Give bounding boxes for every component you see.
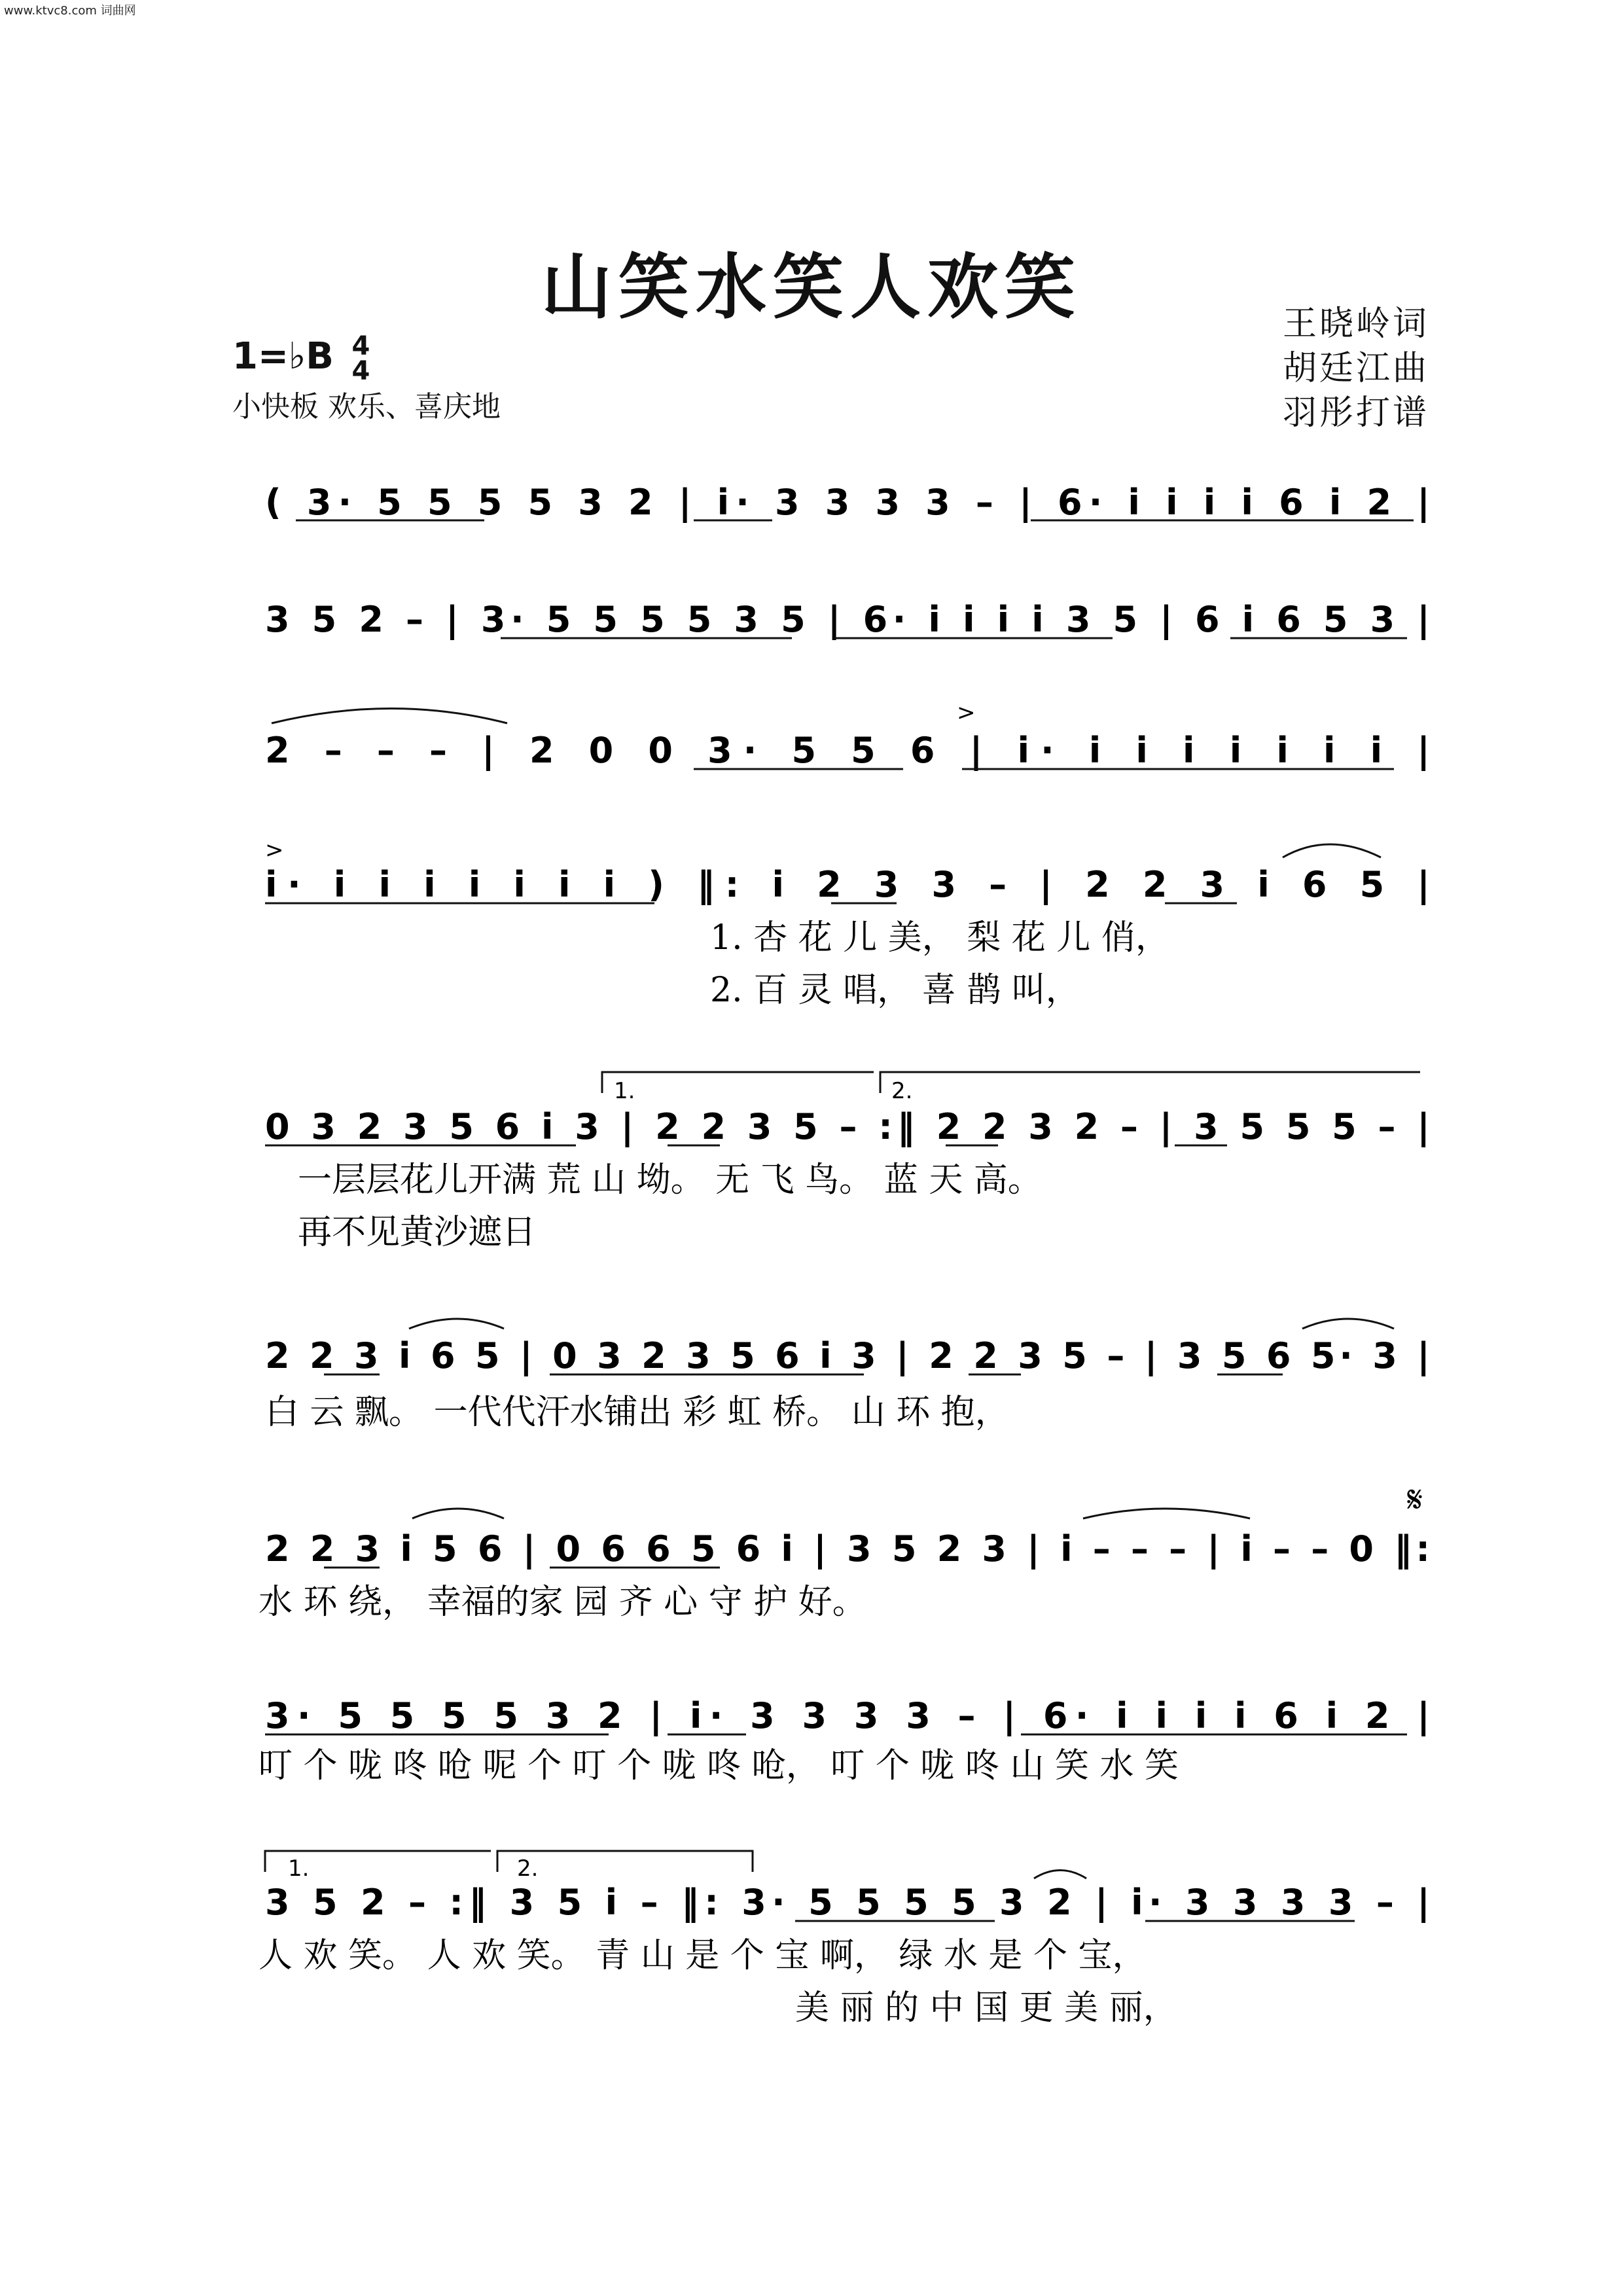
tempo-marking: 小快板 欢乐、喜庆地 bbox=[232, 390, 501, 423]
system-1 bbox=[265, 482, 1430, 523]
row-5-notes: 0 3 2 3 5 6 i 3 | 2 2 3 5 – :‖ 2 2 3 2 – | 3 5 5 5 – | bbox=[265, 1106, 1430, 1147]
row-3-notes: 2 – – – | 2 0 0 3· 5 5 6 | i· i i i i i i i | bbox=[265, 730, 1430, 771]
row-8-lyrics: 叮 个 咙 咚 呛 呢 个 叮 个 咙 咚 呛， 叮 个 咙 咚 山 笑 水 笑 bbox=[259, 1746, 1179, 1785]
row-9-lyrics-2: 美 丽 的 中 国 更 美 丽， bbox=[795, 1988, 1177, 2028]
row-6-notes: 2 2 3 i 6 5 | 0 3 2 3 5 6 i 3 | 2 2 3 5 – | 3 5 6 5· 3 | bbox=[265, 1335, 1430, 1376]
volta-label-4: 2. bbox=[517, 1856, 539, 1882]
composer-credit: 胡廷江曲 bbox=[1282, 349, 1429, 388]
row-5-lyrics-2: 再不见黄沙遮日 bbox=[298, 1213, 537, 1252]
volta-label-3: 1. bbox=[288, 1856, 310, 1882]
lyricist-credit: 王晓岭词 bbox=[1282, 304, 1429, 344]
system-9 bbox=[259, 1851, 1430, 2028]
row-8-notes: 3· 5 5 5 5 3 2 | i· 3 3 3 3 – | 6· i i i i 6 i 2 | bbox=[265, 1695, 1431, 1736]
system-6 bbox=[265, 1319, 1430, 1432]
volta-bracket-1 bbox=[602, 1072, 874, 1093]
tie-arc-1 bbox=[272, 709, 507, 724]
volta-bracket-2 bbox=[880, 1072, 1420, 1093]
time-sig-bottom: 4 bbox=[351, 356, 370, 386]
tie-arc-4 bbox=[1302, 1319, 1394, 1329]
row-5-lyrics-1: 一层层花儿开满 荒 山 坳。 无 飞 鸟。 蓝 天 高。 bbox=[298, 1160, 1042, 1200]
system-8 bbox=[259, 1695, 1430, 1785]
tie-arc-7 bbox=[1034, 1871, 1086, 1879]
row-4-lyrics-1: 1. 杏 花 儿 美， 梨 花 儿 俏， bbox=[710, 918, 1169, 958]
time-sig-top: 4 bbox=[351, 331, 370, 361]
system-5 bbox=[265, 1072, 1430, 1252]
tie-arc-5 bbox=[412, 1509, 504, 1518]
song-title: 山笑水笑人欢笑 bbox=[541, 246, 1082, 329]
transcriber-credit: 羽彤打谱 bbox=[1282, 393, 1429, 433]
row-7-notes: 2 2 3 i 5 6 | 0 6 6 5 6 i | 3 5 2 3 | i – – – | i – – 0 ‖: bbox=[265, 1528, 1430, 1570]
row-7-lyrics: 水 环 绕， 幸福的家 园 齐 心 守 护 好。 bbox=[259, 1583, 866, 1622]
row-2-notes: 3 5 2 – | 3· 5 5 5 5 3 5 | 6· i i i i 3 5 | 6 i 6 5 3 | bbox=[265, 599, 1430, 640]
row-9-lyrics-1: 人 欢 笑。 人 欢 笑。 青 山 是 个 宝 啊， 绿 水 是 个 宝， bbox=[259, 1936, 1147, 1975]
site-watermark: www.ktvc8.com 词曲网 bbox=[4, 4, 136, 18]
volta-label-1: 1. bbox=[614, 1078, 635, 1104]
system-2 bbox=[265, 599, 1430, 640]
system-4 bbox=[265, 837, 1430, 1010]
accent-mark: > bbox=[957, 700, 976, 726]
row-9-notes: 3 5 2 – :‖ 3 5 i – ‖: 3· 5 5 5 5 3 2 | i· 3 3 3 3 – | bbox=[265, 1882, 1430, 1923]
tie-arc-2 bbox=[1283, 844, 1381, 857]
system-3 bbox=[265, 700, 1430, 771]
segno-sign: 𝄋 bbox=[1407, 1479, 1423, 1521]
row-4-notes: i· i i i i i i i ) ‖: i 2 3 3 – | 2 2 3 i 6 5 | bbox=[265, 864, 1430, 905]
tie-arc-3 bbox=[409, 1319, 504, 1329]
row-1-notes: ( 3· 5 5 5 5 3 2 | i· 3 3 3 3 – | 6· i i i i 6 i 2 | bbox=[265, 482, 1430, 523]
tie-arc-6 bbox=[1083, 1509, 1250, 1518]
volta-label-2: 2. bbox=[891, 1078, 913, 1104]
row-6-lyrics: 白 云 飘。 一代代汗水铺出 彩 虹 桥。 山 环 抱， bbox=[265, 1393, 1009, 1432]
key-text: 1=♭B bbox=[232, 335, 334, 378]
system-7 bbox=[259, 1479, 1430, 1622]
row-4-lyrics-2: 2. 百 灵 唱， 喜 鹊 叫， bbox=[710, 971, 1080, 1010]
accent-mark-2: > bbox=[265, 837, 284, 863]
